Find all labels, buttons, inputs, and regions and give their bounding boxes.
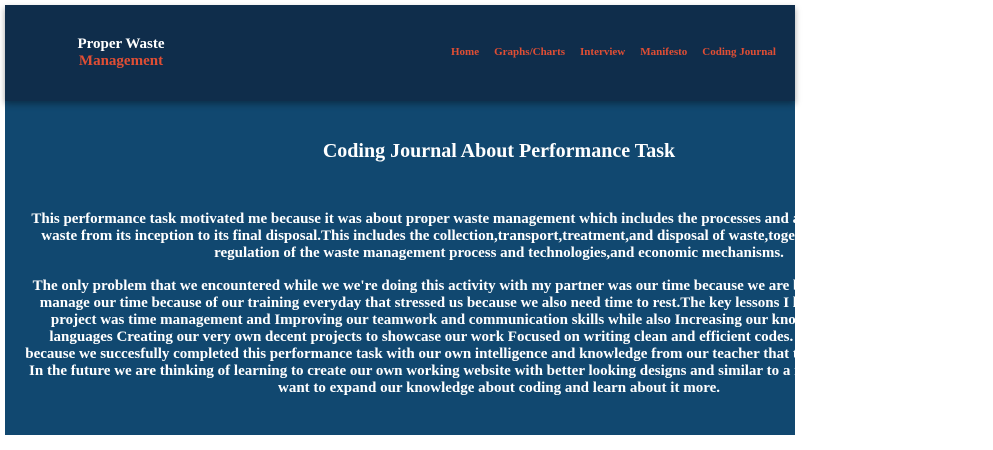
- nav-link-manifesto[interactable]: Manifesto: [640, 46, 688, 58]
- site-logo[interactable]: [77, 36, 165, 70]
- logo-title-line1: Proper Waste: [77, 36, 165, 52]
- nav-link-graphs-charts[interactable]: Graphs/Charts: [494, 46, 566, 58]
- journal-paragraph-motivation: This performance task motivated me because it was about proper waste management which includes the processes and actions required to manage waste from its inception to its final disposal.This includes the collection,transport,treatment,and disposal of waste,together with monitoring and regulation of the waste management process and technologies,and economic mechanisms.: [31, 211, 967, 261]
- site-header: [5, 5, 795, 101]
- journal-body: [5, 211, 993, 413]
- nav-link-coding-journal[interactable]: Coding Journal: [702, 46, 776, 58]
- nav-link-interview[interactable]: Interview: [580, 46, 626, 58]
- journal-paragraph-problems-lessons: The only problem that we encountered while we we're doing this activity with my partner was our time because we are busy and it's hard for us to manage our time because of our training everyday that stressed us because we also need time to rest.The key lessons I learned while making this project was time management and Improving our teamwork and communication skills while also Increasing our knowledge about codes and languages Creating our very own decent projects to showcase our work Focused on writing clean and efficient codes. We are proud of ourself because we succesfully completed this performance task with our own intelligence and knowledge from our teacher that teach us since the first term. In the future we are thinking of learning to create our own working website with better looking designs and similar to a real website or app.We also want to expand our knowledge about coding and learn about it more.: [25, 278, 973, 396]
- page-title: Coding Journal About Performance Task: [322, 140, 676, 162]
- nav-link-home[interactable]: Home: [451, 46, 480, 58]
- page-frame: [5, 5, 973, 435]
- logo-title-line2: Management: [78, 53, 164, 69]
- main-nav: [451, 46, 776, 58]
